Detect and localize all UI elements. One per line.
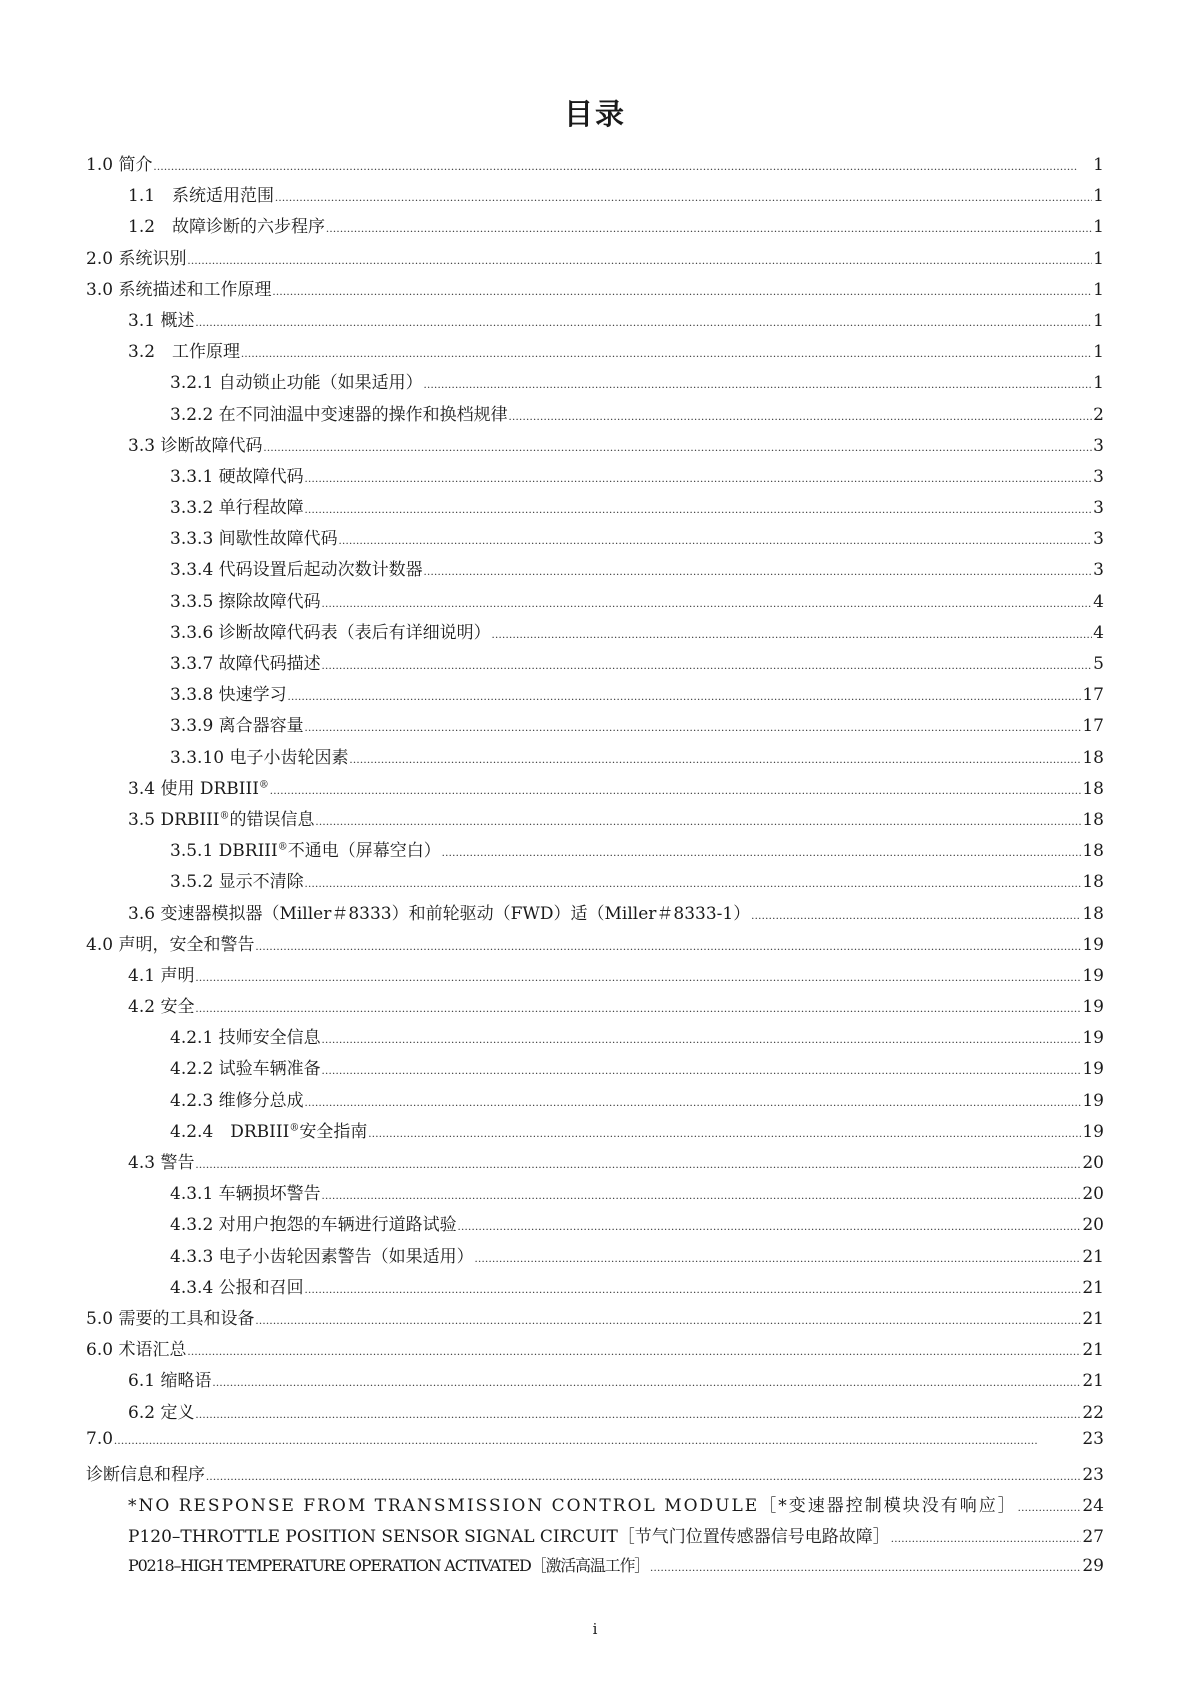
dot-leader: [316, 814, 1082, 829]
dot-leader: [326, 221, 1092, 236]
dot-leader: [270, 783, 1081, 798]
dot-leader: [272, 284, 1092, 299]
toc-page-number: 23: [1082, 1464, 1104, 1485]
toc-page-number: 3: [1093, 529, 1104, 550]
toc-entry-title: 3.2.2 在不同油温中变速器的操作和换档规律: [170, 404, 508, 425]
toc-entry[interactable]: [86, 462, 1104, 493]
toc-entry[interactable]: [86, 1242, 1104, 1273]
toc-entry-title: 3.4 使用 DRBIII®: [128, 778, 269, 799]
dot-leader: [305, 1095, 1082, 1110]
toc-page-number: 5: [1093, 654, 1104, 674]
toc-entry[interactable]: [86, 337, 1104, 368]
dot-leader: [187, 253, 1092, 268]
toc-entry-title: 3.5.2 显示不清除: [170, 872, 304, 893]
toc-page-number: 18: [1082, 872, 1104, 893]
toc-entry-title: 6.2 定义: [128, 1402, 195, 1423]
dot-leader: [322, 658, 1093, 673]
dot-leader: [475, 1251, 1082, 1266]
toc-entry-title: 4.3.4 公报和召回: [170, 1277, 304, 1298]
toc-entry-title: 3.5.1 DBRIII®不通电（屏幕空白）: [170, 841, 441, 862]
dot-leader: [212, 1375, 1081, 1390]
dot-leader: [305, 502, 1093, 517]
toc-page-number: 18: [1082, 841, 1104, 862]
toc-entry[interactable]: [86, 867, 1104, 898]
toc-entry-title: 3.3.9 离合器容量: [170, 716, 304, 737]
toc-entry[interactable]: [86, 711, 1104, 742]
dot-leader: [349, 752, 1081, 767]
toc-entry[interactable]: [86, 992, 1104, 1023]
toc-entry[interactable]: [86, 1429, 1104, 1460]
toc-entry[interactable]: [86, 275, 1104, 306]
toc-entry[interactable]: [86, 836, 1104, 867]
dot-leader: [368, 1126, 1081, 1141]
toc-entry[interactable]: [86, 1522, 1104, 1553]
toc-page-number: 21: [1082, 1371, 1104, 1392]
toc-entry[interactable]: [86, 524, 1104, 555]
toc-page-number: 3: [1093, 560, 1104, 581]
toc-entry-title: 3.3.8 快速学习: [170, 685, 287, 706]
toc-entry-title: 6.1 缩略语: [128, 1371, 212, 1392]
toc-entry[interactable]: [86, 1460, 1104, 1491]
toc-page-number: 19: [1082, 1090, 1104, 1111]
registered-mark: ®: [258, 779, 269, 791]
toc-entry[interactable]: [86, 493, 1104, 524]
dot-leader: [322, 1063, 1082, 1078]
toc-page-number: 18: [1082, 809, 1104, 830]
toc-page-number: 2: [1093, 404, 1104, 425]
toc-entry-title: 3.3.5 擦除故障代码: [170, 591, 321, 612]
toc-page-number: 3: [1093, 435, 1104, 456]
toc-entry[interactable]: [86, 181, 1104, 212]
toc-entry[interactable]: [86, 1398, 1104, 1429]
toc-entry-title: 3.6 变速器模拟器（Miller＃8333）和前轮驱动（FWD）适（Miller＃8333-1）: [128, 903, 751, 924]
toc-page-number: 17: [1082, 685, 1104, 706]
toc-page-number: 3: [1093, 498, 1104, 519]
dot-leader: [195, 970, 1081, 985]
toc-entry[interactable]: [86, 1086, 1104, 1117]
toc-entry[interactable]: [86, 244, 1104, 275]
toc-page-number: 1: [1093, 186, 1104, 207]
dot-leader: [305, 720, 1082, 735]
toc-page-number: 22: [1082, 1402, 1104, 1423]
toc-entry[interactable]: [86, 1304, 1104, 1335]
dot-leader: [1018, 1500, 1082, 1515]
toc-page-number: 1: [1093, 310, 1104, 331]
toc-entry-title: 4.3.2 对用户抱怨的车辆进行道路试验: [170, 1215, 457, 1236]
toc-entry[interactable]: [86, 743, 1104, 774]
dot-leader: [322, 1188, 1082, 1203]
toc-page-number: 19: [1082, 997, 1104, 1018]
toc-entry-title: 3.2.1 自动锁止功能（如果适用）: [170, 373, 423, 394]
dot-leader: [305, 876, 1082, 891]
toc-entry-title: 4.3.3 电子小齿轮因素警告（如果适用）: [170, 1246, 474, 1267]
toc-entry-title: *NO RESPONSE FROM TRANSMISSION CONTROL MODULE［*变速器控制模块没有响应］: [128, 1496, 1017, 1517]
toc-entry[interactable]: [86, 1273, 1104, 1304]
dot-leader: [339, 533, 1093, 548]
toc-entry-title: 4.2.1 技师安全信息: [170, 1028, 321, 1049]
dot-leader: [322, 1032, 1082, 1047]
toc-entry-title: 1.0 简介: [86, 155, 153, 175]
toc-entry[interactable]: [86, 1553, 1104, 1584]
toc-page-number: 24: [1082, 1496, 1104, 1517]
toc-entry-title: 5.0 需要的工具和设备: [86, 1308, 255, 1329]
toc-page-number: 1: [1093, 373, 1104, 394]
dot-leader: [288, 689, 1082, 704]
toc-page-number: 18: [1082, 747, 1104, 768]
toc-entry-title: 3.3.7 故障代码描述: [170, 654, 321, 674]
toc-entry-title: 4.2.2 试验车辆准备: [170, 1059, 321, 1080]
toc-entry[interactable]: [86, 1210, 1104, 1241]
dot-leader: [263, 440, 1092, 455]
dot-leader: [751, 908, 1081, 923]
toc-entry[interactable]: [86, 1117, 1104, 1148]
toc-page-number: 1: [1093, 248, 1104, 269]
toc-entry[interactable]: [86, 212, 1104, 243]
toc-entry[interactable]: [86, 587, 1104, 618]
toc-entry-title: 3.3 诊断故障代码: [128, 435, 263, 456]
dot-leader: [241, 346, 1092, 361]
toc-entry-title: 3.5 DRBIII®的错误信息: [128, 809, 315, 830]
toc-entry[interactable]: [86, 1023, 1104, 1054]
dot-leader: [275, 190, 1092, 205]
dot-leader: [424, 377, 1093, 392]
dot-leader: [206, 1469, 1081, 1484]
toc-entry-title: 诊断信息和程序: [86, 1464, 205, 1485]
toc-entry[interactable]: [86, 1148, 1104, 1179]
toc-entry-title: 1.2 故障诊断的六步程序: [128, 217, 326, 238]
page-title: 目录: [563, 97, 626, 131]
dot-leader: [255, 939, 1081, 954]
dot-leader: [322, 596, 1093, 611]
toc-entry[interactable]: [86, 899, 1104, 930]
toc-entry[interactable]: [86, 680, 1104, 711]
toc-page-number: 19: [1082, 1121, 1104, 1142]
toc-page-number: 21: [1082, 1246, 1104, 1267]
toc-entry-title: 3.3.1 硬故障代码: [170, 466, 304, 487]
toc-entry[interactable]: [86, 1179, 1104, 1210]
toc-page-number: 17: [1082, 716, 1104, 737]
toc-entry-title: 3.3.10 电子小齿轮因素: [170, 747, 349, 768]
toc-entry[interactable]: [86, 555, 1104, 586]
toc-page-number: 19: [1082, 1028, 1104, 1049]
toc-page-number: 4: [1093, 591, 1104, 612]
toc-entry[interactable]: [86, 930, 1104, 961]
toc-entry[interactable]: [86, 618, 1104, 649]
toc-entry[interactable]: [86, 431, 1104, 462]
toc-entry-title: 3.2 工作原理: [128, 342, 241, 363]
dot-leader: [195, 1001, 1081, 1016]
toc-page-number: 21: [1082, 1308, 1104, 1329]
dot-leader: [492, 627, 1093, 642]
toc-page-number: 21: [1082, 1277, 1104, 1298]
toc-page-number: 4: [1093, 622, 1104, 643]
toc-entry-title: P120–THROTTLE POSITION SENSOR SIGNAL CIRCUIT［节气门位置传感器信号电路故障］: [128, 1527, 890, 1548]
toc-entry-title: 3.0 系统描述和工作原理: [86, 279, 272, 300]
toc-entry[interactable]: [86, 805, 1104, 836]
dot-leader: [187, 1344, 1081, 1359]
toc-entry-title: 6.0 术语汇总: [86, 1340, 187, 1361]
toc-page-number: 18: [1082, 903, 1104, 924]
toc-page-number: 20: [1082, 1184, 1104, 1205]
toc-page-number: 3: [1093, 466, 1104, 487]
toc-page-number: 1: [1093, 342, 1104, 363]
toc-entry-title: 4.2.4 DRBIII®安全指南: [170, 1121, 368, 1142]
toc-entry[interactable]: [86, 150, 1104, 181]
toc-entry-title: 4.3 警告: [128, 1153, 195, 1173]
page-number: i: [592, 1620, 598, 1638]
toc-page-number: 29: [1082, 1556, 1104, 1577]
toc-entry[interactable]: [86, 368, 1104, 399]
dot-leader: [509, 409, 1093, 424]
toc-page-number: 1: [1093, 217, 1104, 238]
dot-leader: [305, 1282, 1082, 1297]
toc-entry-title: 4.2 安全: [128, 997, 195, 1018]
toc-entry[interactable]: [86, 1054, 1104, 1085]
toc-page-number: 23: [1082, 1428, 1104, 1449]
toc-entry-title: 3.3.4 代码设置后起动次数计数器: [170, 560, 423, 581]
toc-entry-title: 3.3.2 单行程故障: [170, 498, 304, 519]
registered-mark: ®: [277, 841, 288, 853]
toc-entry-title: 2.0 系统识别: [86, 248, 187, 269]
dot-leader: [891, 1531, 1082, 1546]
toc-entry-title: 1.1 系统适用范围: [128, 186, 275, 207]
dot-leader: [114, 1433, 1081, 1448]
toc-page-number: 19: [1082, 1059, 1104, 1080]
toc-entry-title: 3.3.3 间歇性故障代码: [170, 529, 338, 550]
dot-leader: [255, 1313, 1081, 1328]
toc-entry-title: 7.0: [86, 1428, 114, 1449]
toc-page-number: 27: [1082, 1527, 1104, 1548]
toc-page-number: 1: [1093, 155, 1104, 175]
table-of-contents: [86, 150, 1104, 1585]
registered-mark: ®: [289, 1122, 300, 1134]
toc-entry-title: 3.1 概述: [128, 310, 195, 331]
toc-entry-title: 3.3.6 诊断故障代码表（表后有详细说明）: [170, 622, 491, 643]
toc-page-number: 19: [1082, 965, 1104, 986]
dot-leader: [195, 315, 1092, 330]
toc-page-number: 20: [1082, 1153, 1104, 1173]
toc-entry[interactable]: [86, 306, 1104, 337]
dot-leader: [305, 471, 1093, 486]
dot-leader: [195, 1157, 1081, 1172]
dot-leader: [153, 159, 1092, 174]
toc-entry-title: 4.3.1 车辆损坏警告: [170, 1184, 321, 1205]
toc-entry-title: 4.2.3 维修分总成: [170, 1090, 304, 1111]
toc-page-number: 1: [1093, 279, 1104, 300]
toc-entry-title: 4.1 声明: [128, 965, 195, 986]
toc-entry[interactable]: [86, 649, 1104, 680]
toc-entry-title: 4.0 声明，安全和警告: [86, 934, 255, 955]
dot-leader: [442, 845, 1082, 860]
toc-entry[interactable]: [86, 400, 1104, 431]
toc-page-number: 18: [1082, 778, 1104, 799]
dot-leader: [195, 1407, 1081, 1422]
toc-entry[interactable]: [86, 1491, 1104, 1522]
dot-leader: [458, 1219, 1082, 1234]
toc-entry[interactable]: [86, 1335, 1104, 1366]
toc-page-number: 21: [1082, 1340, 1104, 1361]
toc-entry[interactable]: [86, 1366, 1104, 1397]
toc-entry-title: P0218–HIGH TEMPERATURE OPERATION ACTIVATED［激活高温工作］: [128, 1556, 650, 1576]
toc-entry[interactable]: [86, 774, 1104, 805]
toc-page-number: 19: [1082, 934, 1104, 955]
toc-page-number: 20: [1082, 1215, 1104, 1236]
toc-entry[interactable]: [86, 961, 1104, 992]
dot-leader: [650, 1560, 1081, 1575]
registered-mark: ®: [219, 810, 230, 822]
dot-leader: [424, 564, 1093, 579]
